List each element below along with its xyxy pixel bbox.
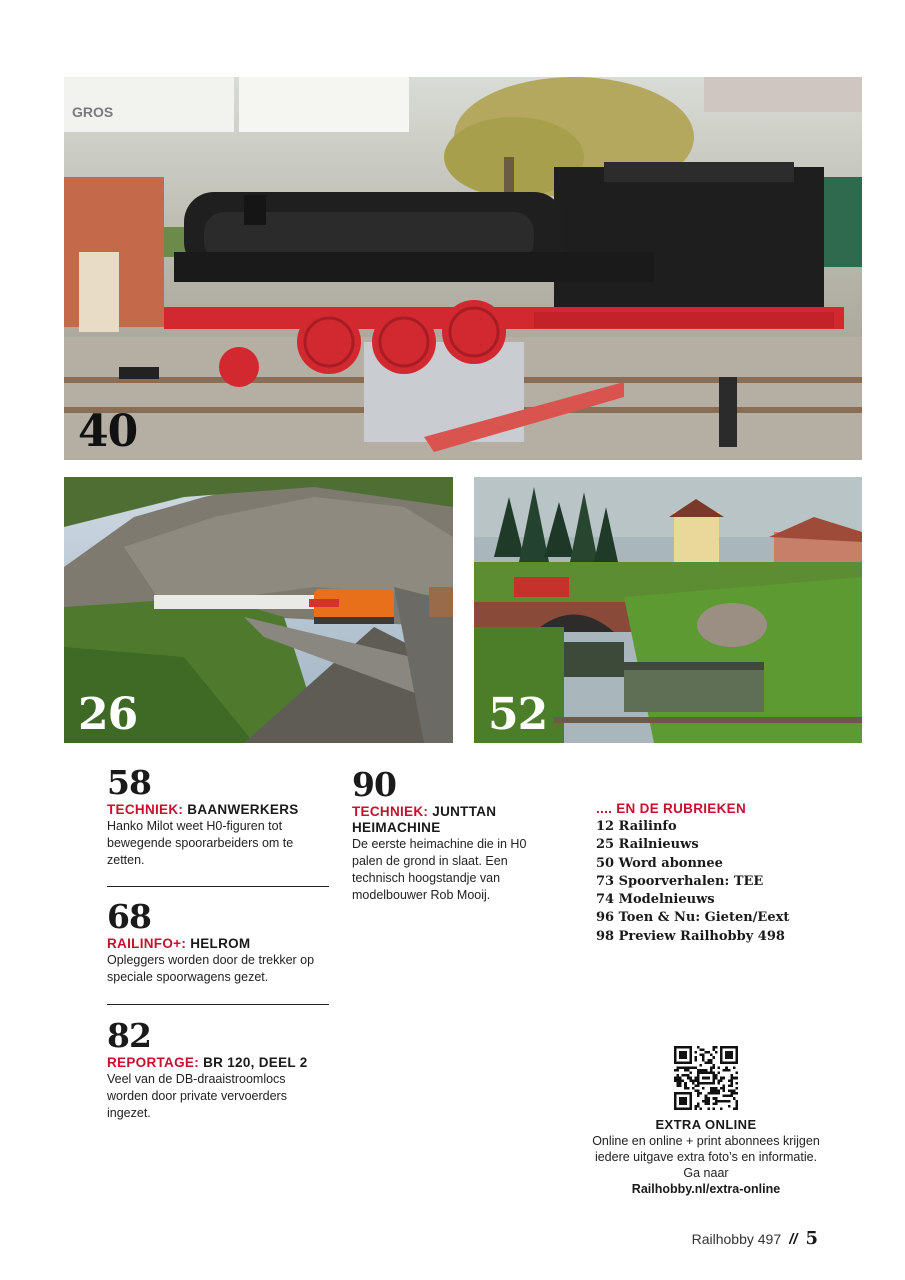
article-page-number: 58 (107, 763, 151, 802)
divider (107, 1004, 329, 1005)
page-number: 5 (805, 1228, 818, 1249)
photo-main-page-number: 40 (78, 406, 138, 457)
article-title: BAANWERKERS (187, 802, 299, 817)
article-90[interactable] (352, 765, 542, 904)
rubriek-item[interactable]: 50 Word abonnee (596, 855, 723, 871)
photo-left-page-number: 26 (78, 689, 138, 740)
rubrieken-list (596, 818, 856, 946)
article-category: REPORTAGE: (107, 1055, 200, 1070)
article-58[interactable] (107, 763, 329, 869)
article-description: Opleggers worden door de trekker op speciale spoorwagens gezet. (107, 953, 315, 984)
rubriek-item[interactable]: 98 Preview Railhobby 498 (596, 928, 785, 944)
article-heading (107, 1055, 329, 1071)
article-heading (107, 936, 329, 952)
article-category: TECHNIEK: (107, 802, 184, 817)
article-description: Veel van de DB-draaistroomlocs worden door private vervoerders ingezet. (107, 1072, 287, 1120)
photo-model-layout (474, 477, 862, 743)
article-title: BR 120, DEEL 2 (203, 1055, 308, 1070)
qr-code-graphic (674, 1046, 738, 1110)
article-category: TECHNIEK: (352, 804, 429, 819)
rubriek-item[interactable]: 74 Modelnieuws (596, 892, 715, 908)
article-category: RAILINFO+: (107, 936, 187, 951)
photo-steam-locomotive (64, 77, 862, 460)
article-page-number: 82 (107, 1016, 151, 1055)
extra-online-description: Online en online + print abonnees krijgen iedere uitgave extra foto’s en informatie. Ga naar (592, 1134, 820, 1180)
qr-code-icon[interactable] (674, 1046, 738, 1110)
article-description: Hanko Milot weet H0-figuren tot bewegende spoorarbeiders om te zetten. (107, 819, 294, 867)
article-68[interactable] (107, 897, 329, 986)
extra-online-title: EXTRA ONLINE (655, 1117, 757, 1132)
magazine-issue: Railhobby 497 (691, 1231, 782, 1247)
photo-right-page-number: 52 (488, 689, 548, 740)
divider (107, 886, 329, 887)
article-page-number: 68 (107, 897, 151, 936)
rubriek-item[interactable]: 12 Railinfo (596, 819, 677, 834)
article-title: HELROM (190, 936, 251, 951)
steam-locomotive-image (64, 77, 862, 460)
rubriek-item[interactable]: 96 Toen & Nu: Gieten/Eext (596, 910, 790, 926)
article-page-number: 90 (352, 765, 396, 804)
article-heading (352, 804, 542, 836)
photo-train-viaduct (64, 477, 453, 743)
rubrieken-heading: .... EN DE RUBRIEKEN (596, 801, 747, 816)
svg-text:GROS: GROS (72, 104, 114, 120)
page-footer (692, 1228, 818, 1249)
article-description: De eerste heimachine die in H0 palen de grond in slaat. Een technisch hoogstandje van modelbouwer Rob Mooij. (352, 837, 527, 902)
article-82[interactable] (107, 1016, 329, 1122)
article-heading (107, 802, 329, 818)
extra-online-link[interactable]: Railhobby.nl/extra-online (631, 1182, 781, 1196)
footer-separator: // (789, 1231, 798, 1248)
rubriek-item[interactable]: 25 Railnieuws (596, 837, 699, 853)
rubriek-item[interactable]: 73 Spoorverhalen: TEE (596, 873, 764, 889)
rubrieken-section (596, 801, 856, 946)
extra-online-section (590, 1046, 822, 1197)
article-title: JUNTTAN HEIMACHINE (352, 804, 497, 835)
